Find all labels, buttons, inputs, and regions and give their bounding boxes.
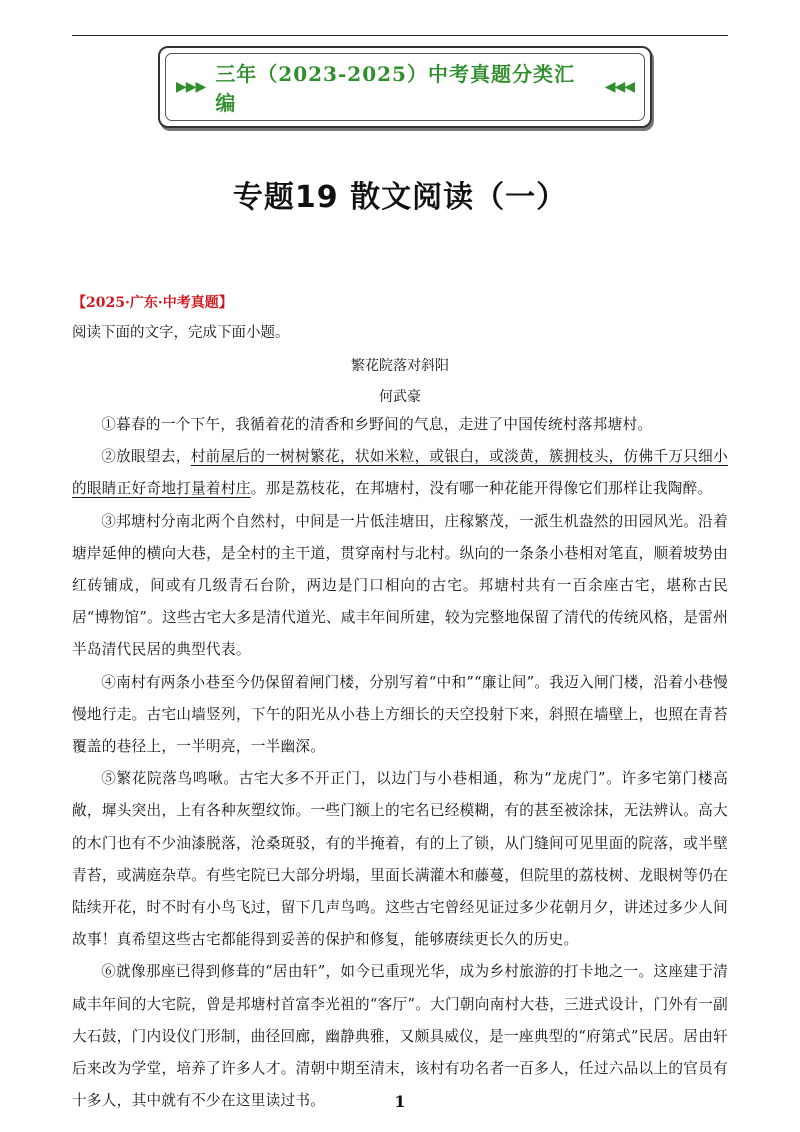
page-title: 专题19 散文阅读（一）: [232, 180, 568, 215]
left-arrows-icon: ◀◀◀: [604, 79, 634, 95]
paragraph-2-lead: ②放眼望去，: [101, 448, 191, 466]
header-rule: [72, 35, 728, 36]
right-arrows-icon: ▶▶▶: [176, 79, 206, 95]
paragraph-2: [72, 441, 728, 505]
series-banner-title: 三年（2023-2025）中考真题分类汇编: [215, 62, 575, 115]
essay-body: [72, 409, 728, 1117]
paragraph-2-tail: 。那是荔枝花，在邦塘村，没有哪一种花能开得像它们那样让我陶醉。: [250, 480, 713, 498]
paragraph-4: ④南村有两条小巷至今仍保留着闸门楼，分别写着“中和”“廉让间”。我迈入闸门楼，沿着小巷慢慢地行走。古宅山墙竖列，下午的阳光从小巷上方细长的天空投射下来，斜照在墙壁上，也照在青苔覆盖的巷径上，一半明亮，一半幽深。: [72, 673, 728, 756]
source-tag: 【2025·广东·中考真题】: [72, 295, 233, 311]
essay-title: 繁花院落对斜阳: [351, 358, 449, 374]
paragraph-5: ⑤繁花院落鸟鸣啾。古宅大多不开正门，以边门与小巷相通，称为“龙虎门”。许多宅第门楼高敞，墀头突出，上有各种灰塑纹饰。一些门额上的宅名已经模糊，有的甚至被涂抹，无法辨认。高大的木门也有不少油漆脱落，沧桑斑驳，有的半掩着，有的上了锁，从门缝间可见里面的院落，或半壁青苔，或满庭杂草。有些宅院已大部分坍塌，里面长满灌木和藤蔓，但院里的荔枝树、龙眼树等仍在陆续开花，时不时有小鸟飞过，留下几声鸟鸣。这些古宅曾经见证过多少花朝月夕，讲述过多少人间故事！真希望这些古宅都能得到妥善的保护和修复，能够赓续更长久的历史。: [72, 770, 728, 949]
paragraph-6: ⑥就像那座已得到修葺的“居由轩”，如今已重现光华，成为乡村旅游的打卡地之一。这座建于清咸丰年间的大宅院，曾是邦塘村首富李光祖的“客厅”。大门朝向南村大巷，三进式设计，门外有一副大石鼓，门内设仪门形制，曲径回廊，幽静典雅，又颇具威仪，是一座典型的“府第式”民居。居由轩后来改为学堂，培养了许多人才。清朝中期至清末，该村有功名者一百多人，任过六品以上的官员有十多人，其中就有不少在这里读过书。: [72, 963, 728, 1110]
instruction-text: 阅读下面的文字，完成下面小题。: [72, 325, 290, 341]
paragraph-3: ③邦塘村分南北两个自然村，中间是一片低洼塘田，庄稼繁茂，一派生机盎然的田园风光。沿着塘岸延伸的横向大巷，是全村的主干道，贯穿南村与北村。纵向的一条条小巷相对笔直，顺着坡势由红砖铺成，间或有几级青石台阶，两边是门口相向的古宅。邦塘村共有一百余座古宅，堪称古民居“博物馆”。这些古宅大多是清代道光、咸丰年间所建，较为完整地保留了清代的传统风格，是雷州半岛清代民居的典型代表。: [72, 512, 728, 659]
series-banner: [158, 46, 652, 128]
series-banner-inner: [165, 53, 645, 121]
underlined-sentence: 村前屋后的一树树繁花，状如米粒，或银白，或淡黄，簇拥枝头，仿佛千万只细小的眼睛正好奇地打量着村庄: [72, 448, 728, 498]
page-number: 1: [394, 1092, 406, 1111]
paragraph-1: ①暮春的一个下午，我循着花的清香和乡野间的气息，走进了中国传统村落邦塘村。: [101, 416, 653, 433]
essay-author: 何武豪: [379, 389, 421, 405]
